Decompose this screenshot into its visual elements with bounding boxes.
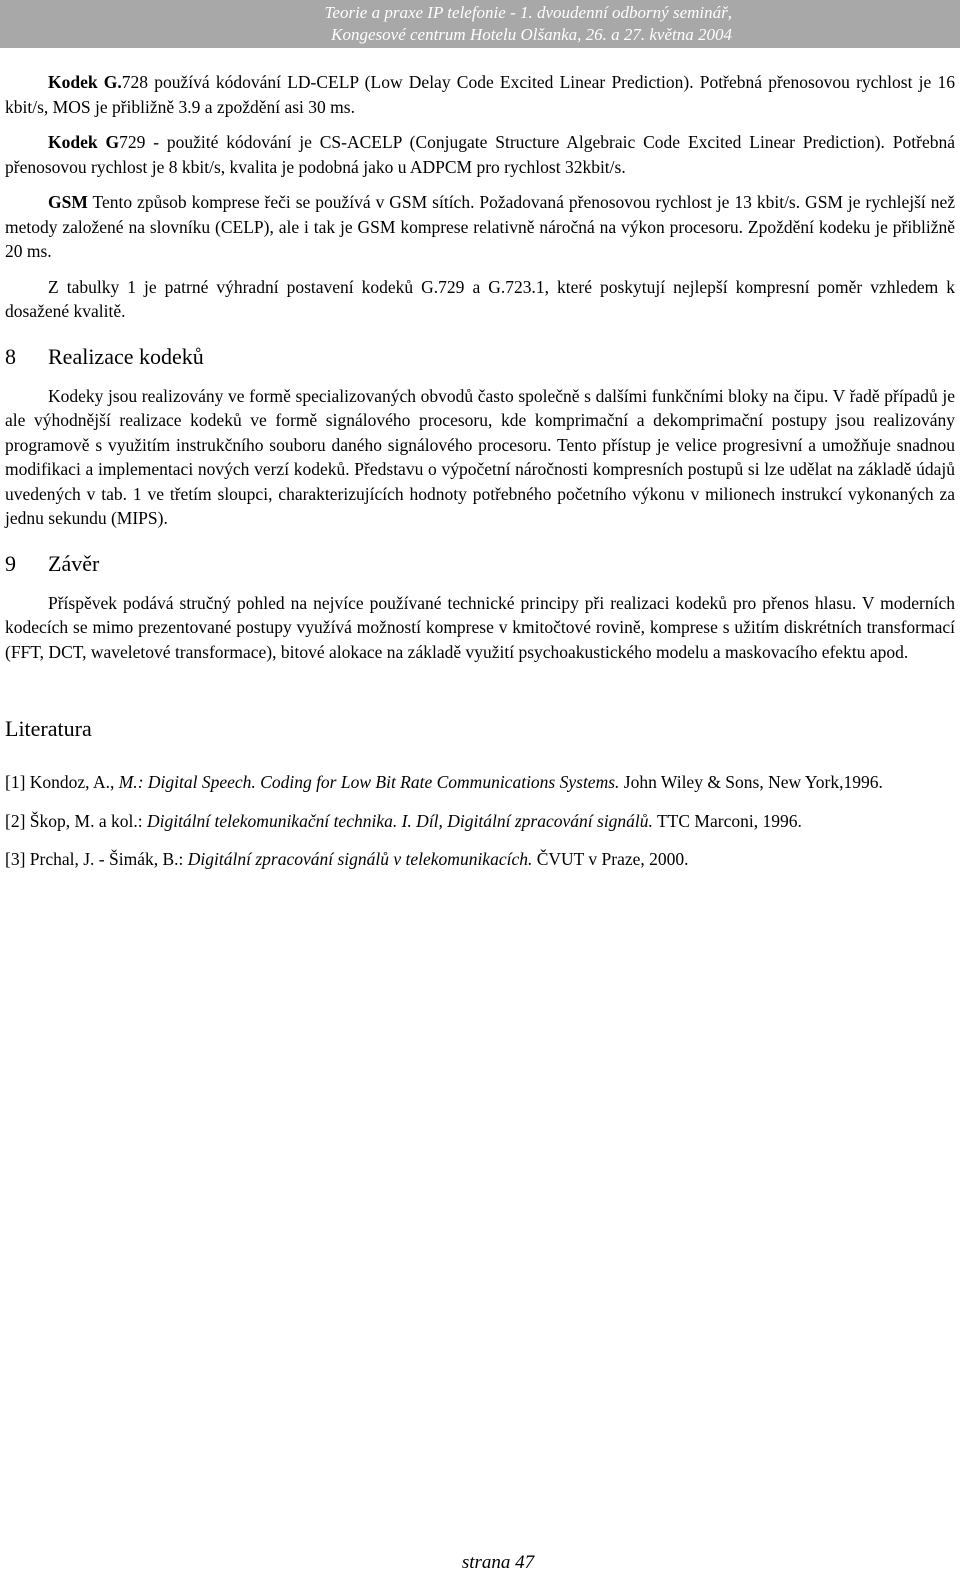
reference-1-authors-italic: M. (118, 772, 138, 792)
section-8-number: 8 (5, 343, 16, 369)
reference-3-authors: [3] Prchal, J. - Šimák, B.: (5, 849, 188, 869)
page-header (0, 0, 960, 48)
literatura-heading: Literatura (5, 716, 92, 741)
paragraph-g729 (5, 130, 955, 179)
reference-1-authors: [1] Kondoz, A., (5, 772, 119, 792)
paragraph-g729-bold: Kodek G (48, 132, 120, 152)
paragraph-g728 (5, 70, 955, 119)
reference-2-title: Digitální telekomunikační technika. I. Díl, Digitální zpracování signálů. (146, 810, 653, 831)
reference-3-publisher: ČVUT v Praze, 2000. (532, 849, 689, 869)
page-number: strana 47 (461, 1552, 535, 1573)
header-line-2: Kongesové centrum Hotelu Olšanka, 26. a 27. května 2004 (331, 25, 732, 44)
reference-3 (5, 847, 955, 872)
section-9-number: 9 (5, 550, 16, 576)
section-9-title: Závěr (48, 550, 100, 576)
reference-1 (5, 770, 955, 795)
header-line-1: Teorie a praxe IP telefonie - 1. dvoudenní odborný seminář, (324, 3, 732, 22)
paragraph-g729-text: 729 - použité kódování je CS-ACELP (Conjugate Structure Algebraic Code Excited Linear Prediction). Potřebná přenosovou rychlost je 8 kbit/s, kvalita je podobná jako u ADPCM pro rychlost 32kbit/s. (5, 132, 955, 177)
paragraph-gsm (5, 190, 955, 264)
section-8-heading (5, 342, 955, 372)
section-9-heading (5, 549, 955, 579)
paragraph-g728-text: 728 používá kódování LD-CELP (Low Delay Code Excited Linear Prediction). Potřebná přenosovou rychlost je 16 kbit/s, MOS je přibližně 3.9 a zpoždění asi 30 ms. (5, 72, 955, 117)
reference-3-title: Digitální zpracování signálů v telekomunikacích. (187, 849, 533, 869)
section-8-title: Realizace kodeků (48, 343, 204, 369)
paragraph-gsm-text: Tento způsob komprese řeči se používá v GSM sítích. Požadovaná přenosovou rychlost je 13 kbit/s. GSM je rychlejší než metody založené na slovníku (CELP), ale i tak je GSM komprese relativně náročná na výkon procesoru. Zpoždění kodeku je přibližně 20 ms. (5, 192, 955, 261)
reference-1-publisher: John Wiley & Sons, New York,1996. (619, 772, 883, 792)
paragraph-gsm-bold: GSM (48, 192, 88, 212)
section-8-text: Kodeky jsou realizovány ve formě specializovaných obvodů často společně s dalšími funkčními bloky na čipu. V řadě případů je ale výhodnější realizace kodeků ve formě signálového procesoru, kde komprimační a dekomprimační postupy jsou realizovány programově s využitím instrukčního souboru daného signálového procesoru. Tento přístup je velice progresivní a umožňuje snadnou modifikaci a implementaci nových verzí kodeků. Představu o výpočetní náročnosti kompresních postupů si lze udělat na základě údajů uvedených v tab. 1 ve třetím sloupci, charakterizujících hodnoty potřebného početního výkonu v milionech instrukcí vykonaných za jednu sekundu (MIPS). (5, 385, 955, 528)
page-footer (0, 1552, 960, 1574)
paragraph-g728-bold: Kodek G. (48, 72, 122, 92)
reference-2-publisher: TTC Marconi, 1996. (652, 810, 802, 831)
reference-1-title: : Digital Speech. Coding for Low Bit Rate Communications Systems. (137, 772, 620, 792)
paragraph-table-summary: Z tabulky 1 je patrné výhradní postavení kodeků G.729 a G.723.1, které poskytují nejlepší kompresní poměr vzhledem k dosažené kvalitě. (5, 276, 955, 321)
reference-2 (5, 809, 955, 834)
reference-2-authors: [2] Škop, M. a kol.: (5, 810, 147, 831)
page-content (5, 70, 955, 872)
section-9-text: Příspěvek podává stručný pohled na nejvíce používané technické principy při realizaci kodeků pro přenos hlasu. V moderních kodecích se mimo prezentované postupy využívá možností komprese v kmitočtové rovině, komprese s užitím diskrétních transformací (FFT, DCT, waveletové transformace), bitové alokace na základě využití psychoakustického modelu a maskovacího efektu apod. (5, 592, 955, 662)
